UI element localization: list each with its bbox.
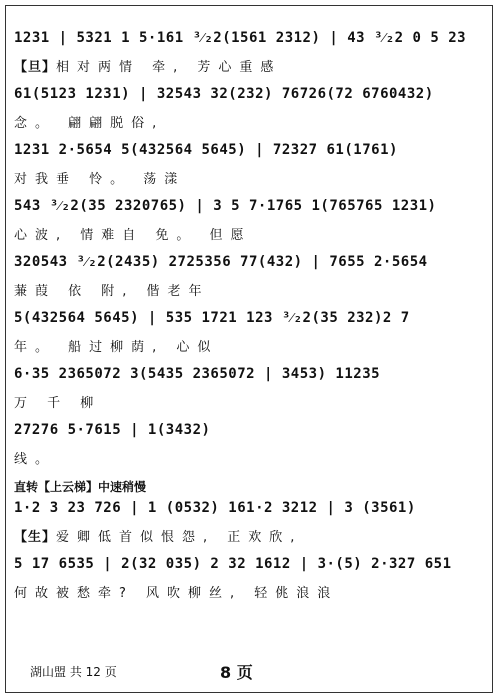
lyric-line-10: 何故被愁牵? 风吹柳丝, 轻佻浪浪 bbox=[14, 586, 339, 601]
tempo-marking: 直转【上云梯】中速稍慢 bbox=[14, 480, 147, 494]
lyric-text: 相对两情 牵, 芳心重感 bbox=[56, 60, 282, 75]
notation-line-10: 5 17 6535 | 2(32 035) 2 32 1612 | 3·(5) 2·327 651 bbox=[14, 556, 452, 572]
lyric-line-9 bbox=[14, 526, 484, 556]
lyric-line-5: 蒹葭 依 附, 偕老年 bbox=[14, 284, 210, 299]
notation-line-8: 27276 5·7615 | 1(3432) bbox=[14, 422, 211, 438]
role-marker: 【生】 bbox=[14, 530, 57, 545]
lyric-line-8: 线。 bbox=[14, 452, 57, 467]
lyric-line-7: 万 千 柳 bbox=[14, 396, 102, 411]
lyric-text: 爱卿低首似恨怨, 正欢欣, bbox=[56, 530, 303, 545]
notation-line-5: 320543 ³⁄₂2(2435) 2725356 77(432) | 7655 2·5654 bbox=[14, 254, 428, 270]
notation-line-3: 1231 2·5654 5(432564 5645) | 72327 61(1761) bbox=[14, 142, 398, 158]
lyric-line-2: 念。 翩翩脱俗, bbox=[14, 116, 165, 131]
notation-line-9: 1·2 3 23 726 | 1 (0532) 161·2 3212 | 3 (3561) bbox=[14, 500, 416, 516]
lyric-line-4: 心波, 情难自 免。 但愿 bbox=[14, 228, 252, 243]
notation-line-1: 1231 | 5321 1 5·161 ³⁄₂2(1561 2312) | 43 ³⁄₂2 0 5 23 bbox=[14, 30, 467, 46]
notation-line-4: 543 ³⁄₂2(35 2320765) | 3 5 7·1765 1(765765 1231) bbox=[14, 198, 437, 214]
notation-line-6: 5(432564 5645) | 535 1721 123 ³⁄₂2(35 232)2 7 bbox=[14, 310, 410, 326]
page-footer bbox=[30, 660, 470, 682]
notation-line-7: 6·35 2365072 3(5435 2365072 | 3453) 11235 bbox=[14, 366, 381, 382]
lyric-line-1 bbox=[14, 56, 484, 86]
page-number: 8 页 bbox=[220, 663, 253, 682]
role-marker: 【旦】 bbox=[14, 60, 57, 75]
lyric-line-6: 年。 船过柳荫, 心似 bbox=[14, 340, 219, 355]
score-page bbox=[14, 30, 484, 612]
notation-line-2: 61(5123 1231) | 32543 32(232) 76726(72 6760432) bbox=[14, 86, 434, 102]
footer-title: 湖山盟 共 12 页 bbox=[30, 665, 117, 679]
lyric-line-3: 对我垂 怜。 荡漾 bbox=[14, 172, 186, 187]
